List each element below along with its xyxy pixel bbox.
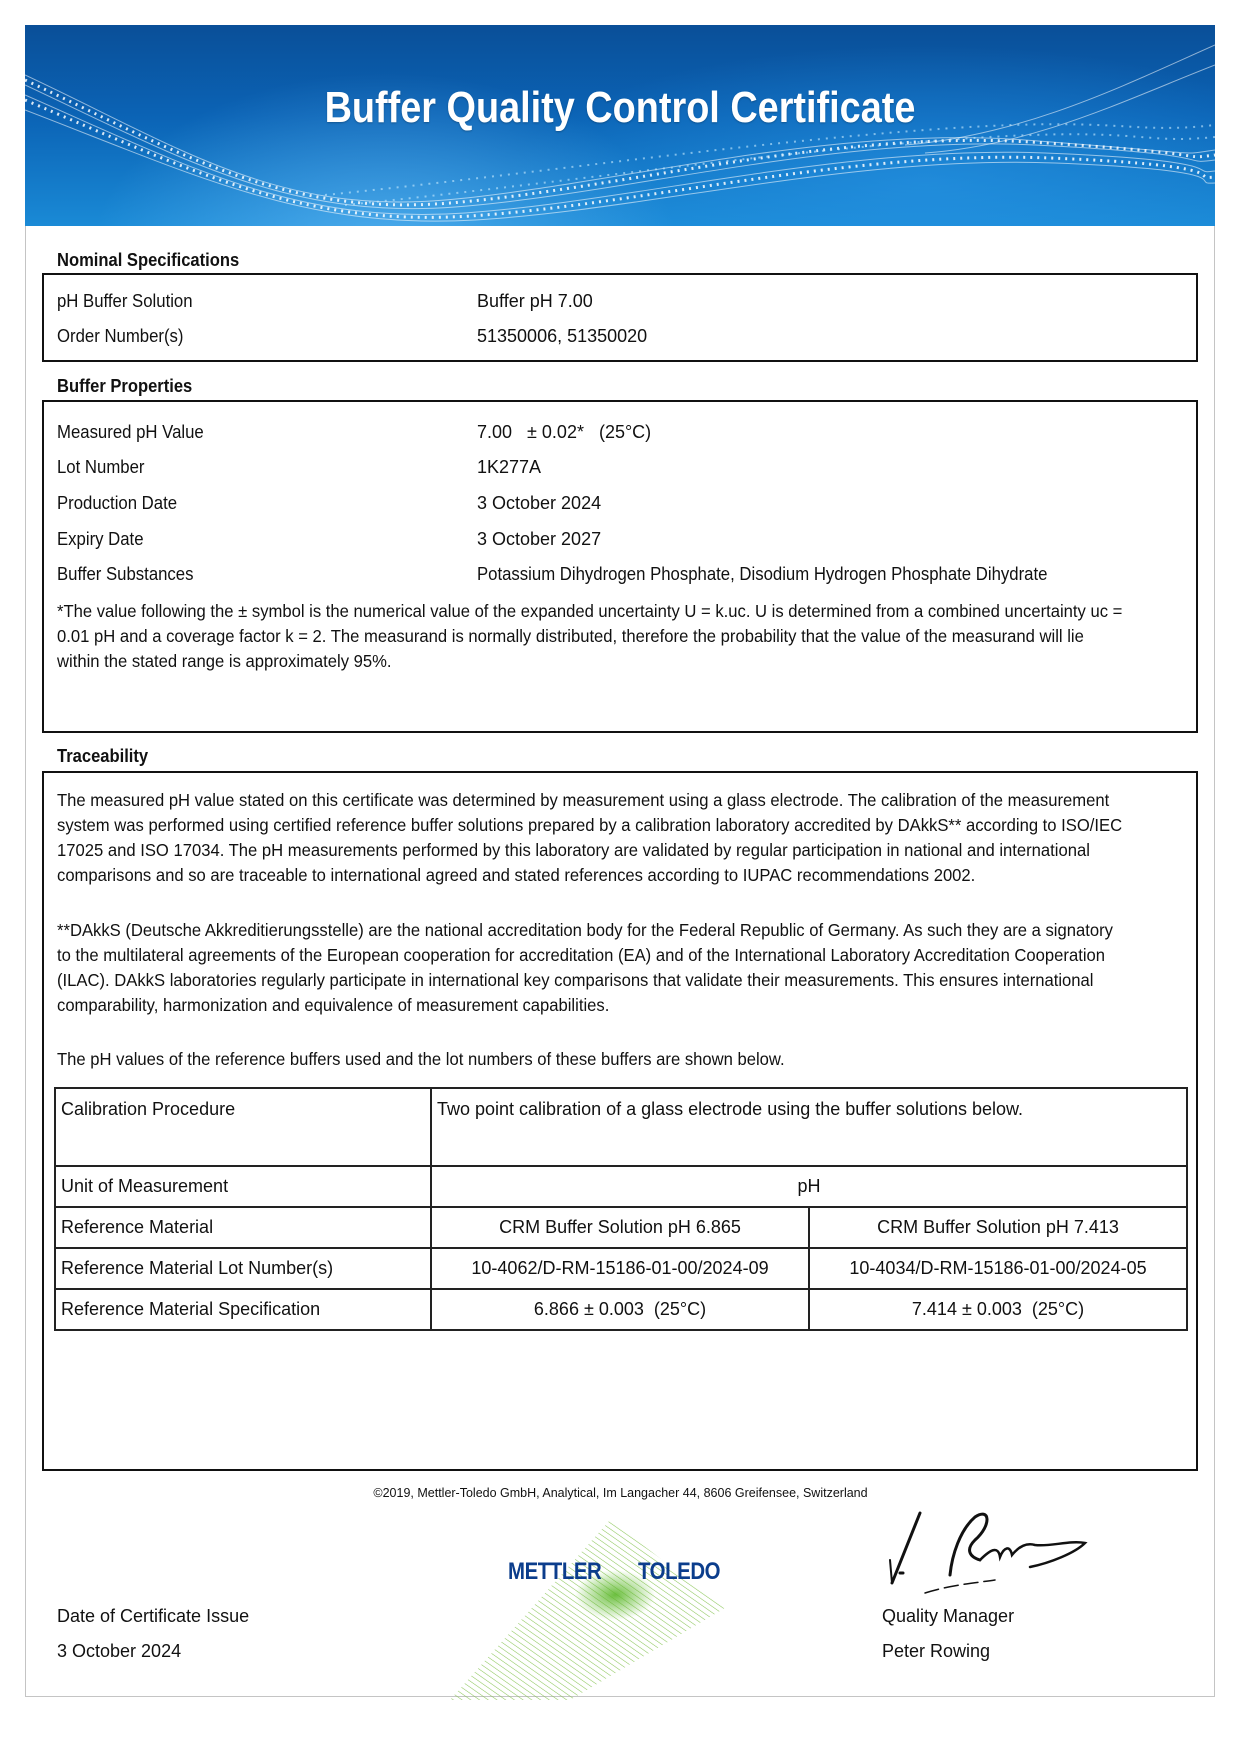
table-cell-label: Reference Material Specification <box>55 1289 431 1330</box>
signatory-name: Peter Rowing <box>882 1641 991 1661</box>
table-row <box>55 1088 1187 1166</box>
field-value: Potassium Dihydrogen Phosphate, Disodium Hydrogen Phosphate Dihydrate <box>477 564 1048 584</box>
field-value: 3 October 2024 <box>477 493 602 513</box>
logo-text-toledo: TOLEDO <box>638 1558 721 1585</box>
nominal-specifications-box <box>42 273 1198 362</box>
field-value: 7.00 ± 0.02* (25°C) <box>477 422 652 442</box>
dakks-paragraph: **DAkkS (Deutsche Akkreditierungsstelle) are the national accreditation body for the Federal Republic of Germany. As such they are a signatory to the multilateral agreements of the European cooperation for accreditation (EA) and of the International Laboratory Accreditation Cooperation (ILAC). DAkkS laboratories regularly participate in international key comparisons that validate their measurements. This ensures international comparability, harmonization and equivalence of measurement capabilities. <box>57 920 1113 1015</box>
field-value: Buffer pH 7.00 <box>477 291 593 311</box>
table-row <box>55 1289 1187 1330</box>
calibration-table <box>54 1087 1188 1331</box>
field-label: Expiry Date <box>57 529 144 549</box>
table-cell-value: 10-4062/D-RM-15186-01-00/2024-09 <box>431 1248 809 1289</box>
signature-icon <box>880 1505 1090 1600</box>
traceability-paragraph: The measured pH value stated on this certificate was determined by measurement using a glass electrode. The calibration of the measurement system was performed using certified reference buffer solutions prepared by a calibration laboratory accredited by DAkkS** according to ISO/IEC 17025 and ISO 17034. The pH measurements performed by this laboratory are validated by regular participation in national and international comparisons and so are traceable to international agreed and stated references according to IUPAC recommendations 2002. <box>57 790 1123 885</box>
field-value: 3 October 2027 <box>477 529 602 549</box>
table-cell-label: Unit of Measurement <box>55 1166 431 1207</box>
copyright-text: ©2019, Mettler-Toledo GmbH, Analytical, Im Langacher 44, 8606 Greifensee, Switzerland <box>373 1486 868 1500</box>
table-cell-value: Two point calibration of a glass electrode using the buffer solutions below. <box>431 1088 1187 1166</box>
section-title-nominal-specifications: Nominal Specifications <box>57 250 240 270</box>
page-title: Buffer Quality Control Certificate <box>324 83 916 132</box>
field-label: Buffer Substances <box>57 564 194 584</box>
table-cell-value: CRM Buffer Solution pH 7.413 <box>809 1207 1187 1248</box>
table-cell-label: Reference Material <box>55 1207 431 1248</box>
table-row <box>55 1207 1187 1248</box>
section-title-traceability: Traceability <box>57 746 149 766</box>
uncertainty-footnote: *The value following the ± symbol is the numerical value of the expanded uncertainty U = k.uc. U is determined from a combined uncertainty uc = 0.01 pH and a coverage factor k = 2. The measurand is normally distributed, therefore the probability that the value of the measurand will lie within the stated range is approximately 95%. <box>57 601 1123 671</box>
signatory-role: Quality Manager <box>882 1606 1015 1626</box>
table-cell-value: CRM Buffer Solution pH 6.865 <box>431 1207 809 1248</box>
mettler-toledo-logo <box>440 1520 780 1700</box>
table-cell-value: 7.414 ± 0.003 (25°C) <box>809 1289 1187 1330</box>
field-value: 51350006, 51350020 <box>477 326 648 346</box>
field-label: Order Number(s) <box>57 326 184 346</box>
header-banner <box>25 25 1215 226</box>
field-label: Lot Number <box>57 457 145 477</box>
logo-text-mettler: METTLER <box>508 1558 602 1585</box>
table-cell-value: 10-4034/D-RM-15186-01-00/2024-05 <box>809 1248 1187 1289</box>
field-label: pH Buffer Solution <box>57 291 193 311</box>
reference-buffers-intro: The pH values of the reference buffers used and the lot numbers of these buffers are shown below. <box>57 1049 785 1069</box>
table-cell-value: 6.866 ± 0.003 (25°C) <box>431 1289 809 1330</box>
table-cell-label: Reference Material Lot Number(s) <box>55 1248 431 1289</box>
field-label: Production Date <box>57 493 178 513</box>
field-label: Measured pH Value <box>57 422 204 442</box>
table-cell-label: Calibration Procedure <box>55 1088 431 1166</box>
logo-stripes-icon <box>440 1520 780 1700</box>
table-row <box>55 1166 1187 1207</box>
table-row <box>55 1248 1187 1289</box>
issue-date-label: Date of Certificate Issue <box>57 1606 250 1626</box>
section-title-buffer-properties: Buffer Properties <box>57 376 193 396</box>
issue-date-value: 3 October 2024 <box>57 1641 182 1661</box>
field-value: 1K277A <box>477 457 542 477</box>
table-cell-value: pH <box>431 1166 1187 1207</box>
